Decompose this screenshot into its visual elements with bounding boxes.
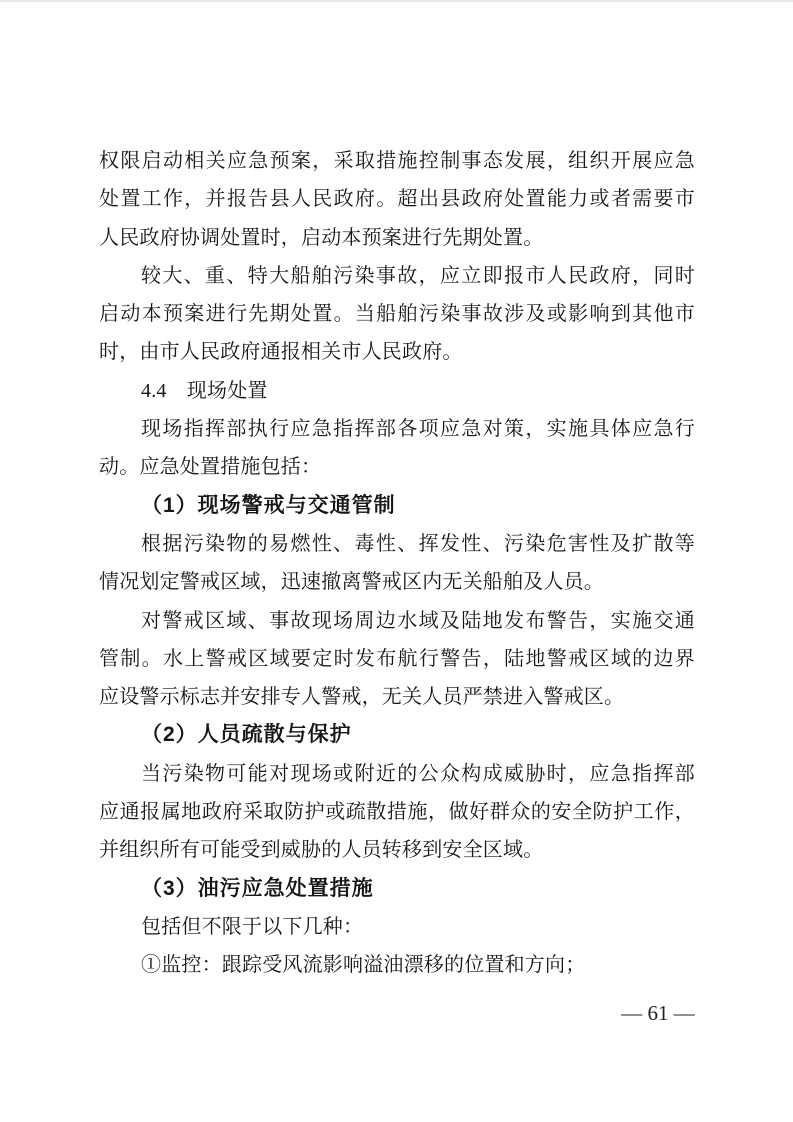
scan-edge-artifact: [0, 0, 793, 2]
subsection-heading-1: （1）现场警戒与交通管制: [141, 493, 396, 517]
paragraph-line: 根据污染物的易燃性、毒性、挥发性、污染危害性及扩散等: [141, 532, 695, 555]
subsection-heading-3: （3）油污应急处置措施: [141, 876, 374, 900]
page-number: — 61 —: [621, 1001, 695, 1025]
list-item-monitoring: ①监控：跟踪受风流影响溢油漂移的位置和方向；: [141, 954, 586, 977]
section-heading-4-4: 4.4 现场处置: [141, 379, 268, 402]
paragraph-line: 权限启动相关应急预案，采取措施控制事态发展，组织开展应急: [99, 150, 695, 172]
paragraph-line: 并组织所有可能受到威胁的人员转移到安全区域。: [99, 839, 544, 862]
document-body: [99, 142, 695, 985]
paragraph-line: 管制。水上警戒区域要定时发布航行警告，陆地警戒区域的边界: [99, 647, 695, 670]
paragraph-line: 应通报属地政府采取防护或疏散措施，做好群众的安全防护工作，: [99, 801, 695, 824]
paragraph-line: 启动本预案进行先期处置。当船舶污染事故涉及或影响到其他市: [99, 303, 695, 326]
paragraph-line: 现场指挥部执行应急指挥部各项应急对策，实施具体应急行: [141, 418, 695, 441]
paragraph-line: 人民政府协调处置时，启动本预案进行先期处置。: [99, 226, 544, 249]
paragraph-line: 时，由市人民政府通报相关市人民政府。: [99, 341, 463, 364]
paragraph-line: 包括但不限于以下几种：: [141, 915, 364, 938]
paragraph-line: 当污染物可能对现场或附近的公众构成威胁时，应急指挥部: [141, 762, 695, 785]
paragraph-line: 动。应急处置措施包括：: [99, 456, 322, 479]
paragraph-line: 情况划定警戒区域，迅速撤离警戒区内无关船舶及人员。: [99, 571, 604, 594]
paragraph-line: 对警戒区域、事故现场周边水域及陆地发布警告，实施交通: [141, 609, 695, 632]
paragraph-line: 应设警示标志并安排专人警戒，无关人员严禁进入警戒区。: [99, 686, 625, 709]
subsection-heading-2: （2）人员疏散与保护: [141, 723, 352, 747]
paragraph-line: 较大、重、特大船舶污染事故，应立即报市人民政府，同时: [141, 264, 695, 287]
paragraph-line: 处置工作，并报告县人民政府。超出县政府处置能力或者需要市: [99, 188, 695, 211]
